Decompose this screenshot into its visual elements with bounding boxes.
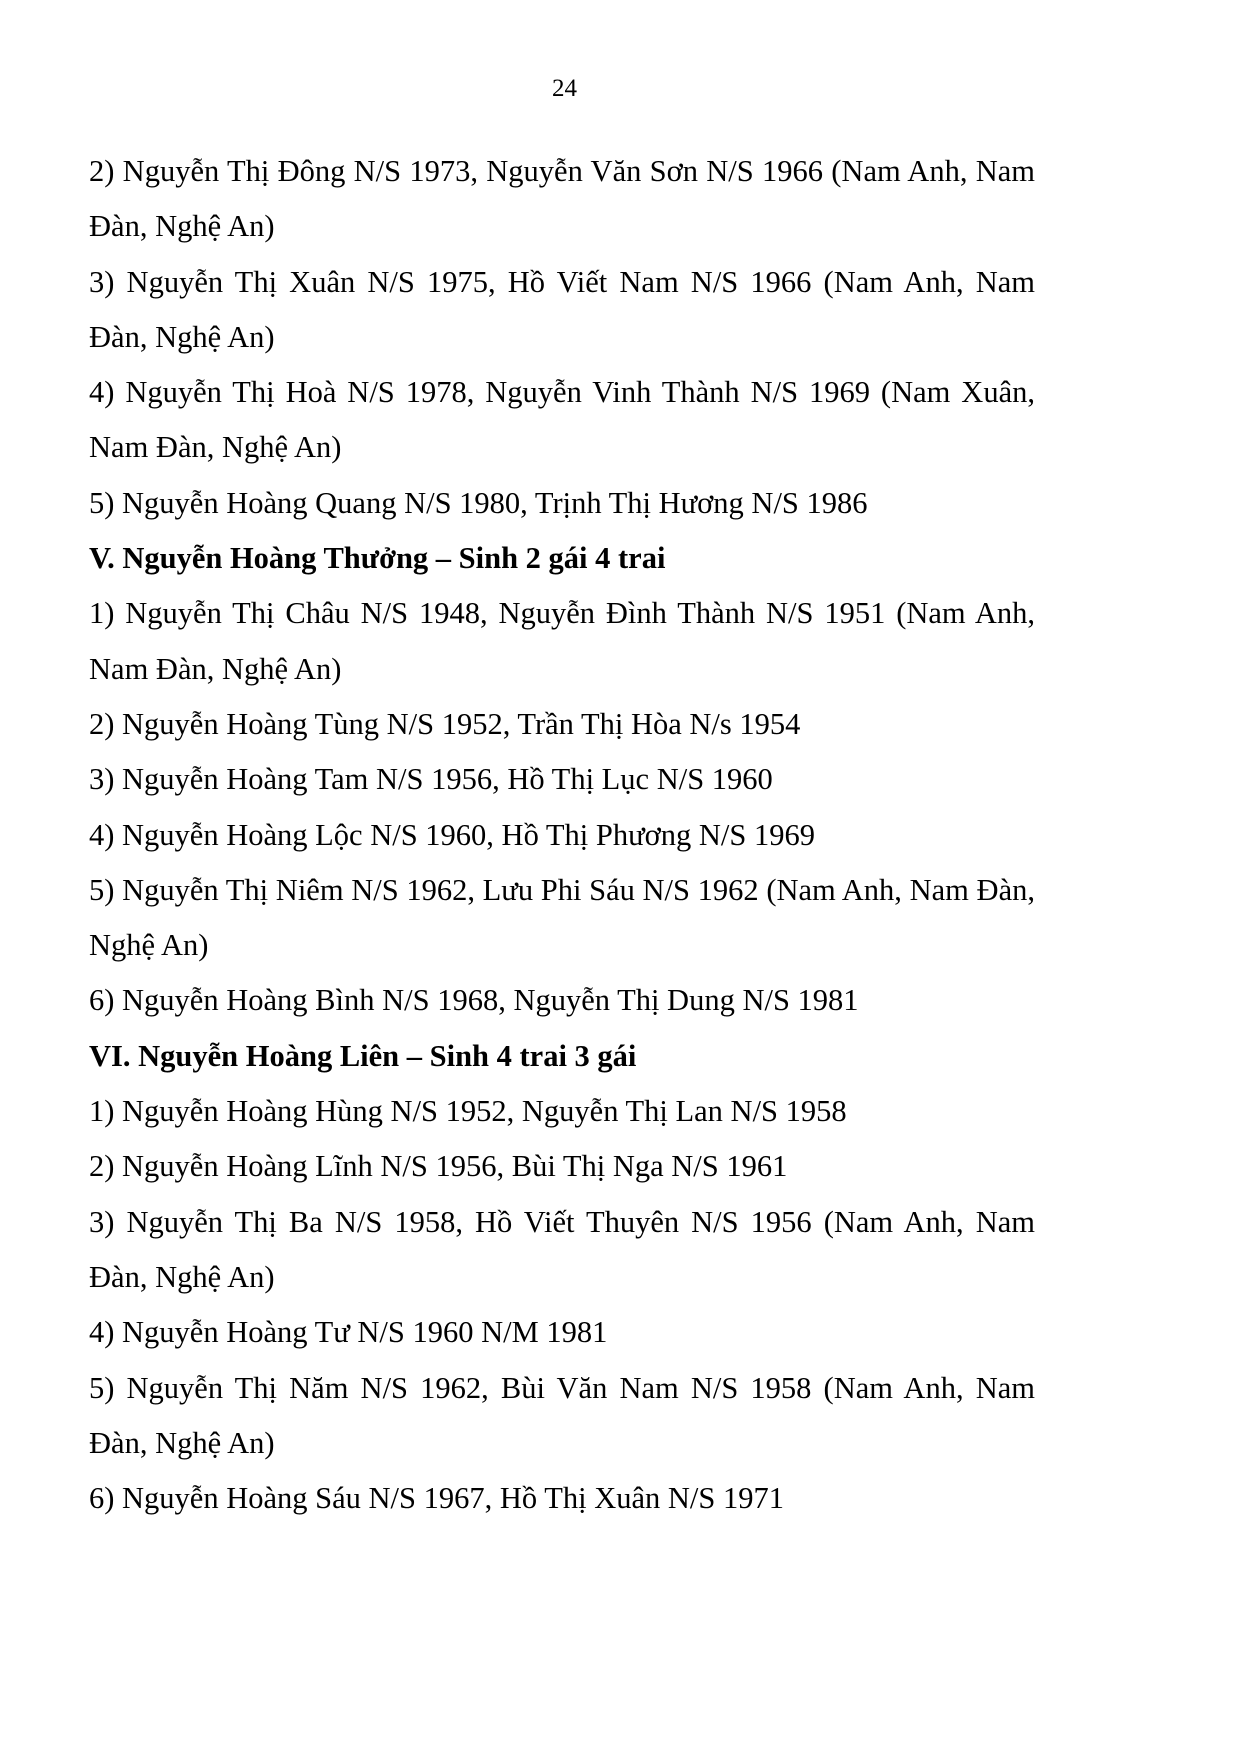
list-item: 4) Nguyễn Hoàng Lộc N/S 1960, Hồ Thị Phương N/S 1969 [89,817,815,852]
list-item: 1) Nguyễn Hoàng Hùng N/S 1952, Nguyễn Thị Lan N/S 1958 [89,1094,847,1129]
list-item: 3) Nguyễn Thị Ba N/S 1958, Hồ Viết Thuyên N/S 1956 (Nam Anh, Nam Đàn, Nghệ An) [89,1204,1035,1294]
list-item: 6) Nguyễn Hoàng Bình N/S 1968, Nguyễn Thị Dung N/S 1981 [89,983,859,1018]
list-item: 3) Nguyễn Hoàng Tam N/S 1956, Hồ Thị Lục N/S 1960 [89,762,773,797]
page-number: 24 [552,75,577,102]
list-item: 4) Nguyễn Thị Hoà N/S 1978, Nguyễn Vinh Thành N/S 1969 (Nam Xuân, Nam Đàn, Nghệ An) [89,375,1035,465]
list-item: 2) Nguyễn Hoàng Tùng N/S 1952, Trần Thị Hòa N/s 1954 [89,706,801,741]
list-item: 2) Nguyễn Thị Đông N/S 1973, Nguyễn Văn Sơn N/S 1966 (Nam Anh, Nam Đàn, Nghệ An) [89,154,1035,244]
list-item: 5) Nguyễn Thị Năm N/S 1962, Bùi Văn Nam N/S 1958 (Nam Anh, Nam Đàn, Nghệ An) [89,1370,1035,1460]
list-item: 3) Nguyễn Thị Xuân N/S 1975, Hồ Viết Nam N/S 1966 (Nam Anh, Nam Đàn, Nghệ An) [89,264,1035,354]
list-item: 5) Nguyễn Thị Niêm N/S 1962, Lưu Phi Sáu N/S 1962 (Nam Anh, Nam Đàn, Nghệ An) [89,872,1035,963]
list-item: 4) Nguyễn Hoàng Tư N/S 1960 N/M 1981 [89,1315,608,1350]
list-item: 2) Nguyễn Hoàng Lĩnh N/S 1956, Bùi Thị Nga N/S 1961 [89,1149,788,1184]
list-item: 1) Nguyễn Thị Châu N/S 1948, Nguyễn Đình Thành N/S 1951 (Nam Anh, Nam Đàn, Nghệ An) [89,596,1035,686]
section-heading: V. Nguyễn Hoàng Thưởng – Sinh 2 gái 4 trai [89,541,666,576]
list-item: 5) Nguyễn Hoàng Quang N/S 1980, Trịnh Thị Hương N/S 1986 [89,485,868,520]
section-heading: VI. Nguyễn Hoàng Liên – Sinh 4 trai 3 gái [89,1038,637,1073]
list-item: 6) Nguyễn Hoàng Sáu N/S 1967, Hồ Thị Xuân N/S 1971 [89,1481,784,1516]
page-content [89,144,1035,1526]
